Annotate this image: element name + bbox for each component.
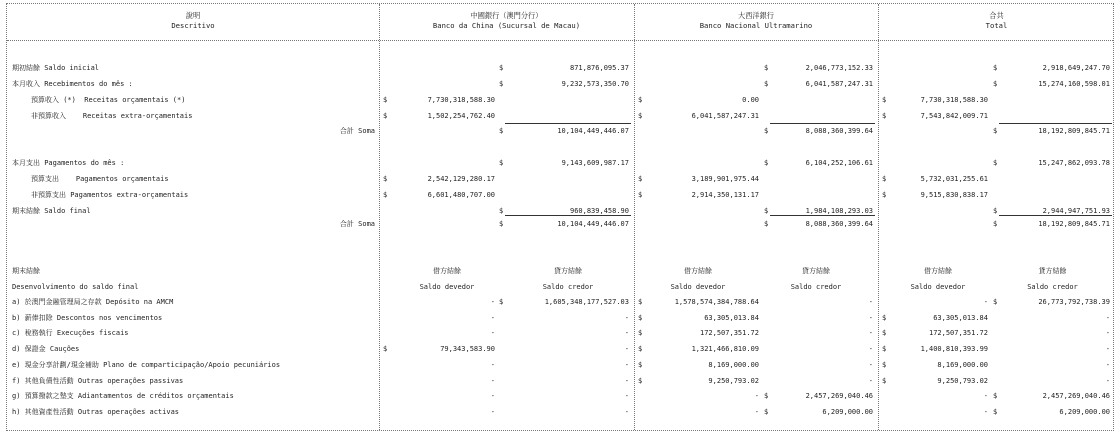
currency-sign: $ — [499, 127, 504, 135]
section-title-pt: Desenvolvimento do saldo final — [12, 283, 139, 291]
table-row-label: e) 現金分享計劃/現金補助 Plano de comparticipação/Apoio pecuniários — [12, 360, 281, 369]
credor-header-zh: 貸方結餘 — [802, 267, 830, 275]
bnu-amount: 8,088,360,399.64 — [805, 127, 873, 135]
table-row-value: - — [490, 329, 495, 338]
row-label: 非預算支出 Pagamentos extra-orçamentais — [31, 191, 189, 199]
header-total-pt: Total — [985, 21, 1008, 30]
table-row-value: - — [868, 298, 873, 306]
table-row-value: - — [490, 360, 495, 369]
row-label: 期末結餘 Saldo final — [12, 207, 91, 215]
currency-sign: $ — [638, 345, 643, 354]
sum-rule — [770, 123, 875, 124]
table-row-value: - — [983, 392, 988, 401]
credor-header-pt: Saldo credor — [1027, 283, 1078, 291]
currency-sign: $ — [764, 80, 769, 88]
bc-amount: 9,232,573,350.70 — [561, 80, 629, 88]
section-title-zh: 期末結餘 — [12, 267, 40, 275]
bnu-amount: 0.00 — [742, 96, 759, 104]
currency-sign: $ — [638, 96, 643, 104]
currency-sign: $ — [764, 127, 769, 135]
currency-sign: $ — [638, 313, 643, 322]
currency-sign: $ — [882, 345, 887, 354]
table-row-label: d) 保證金 Cauções — [12, 345, 80, 354]
table-row-value: - — [490, 298, 495, 306]
currency-sign: $ — [882, 376, 887, 385]
currency-sign: $ — [499, 80, 504, 88]
row-label: 非預算收入 Receitas extra-orçamentais — [31, 112, 193, 120]
table-row-value: 2,457,269,040.46 — [1042, 392, 1110, 401]
header-total-zh: 合共 — [989, 11, 1004, 20]
currency-sign: $ — [882, 329, 887, 338]
table-row-label: h) 其他資產性活動 Outras operações activas — [12, 407, 180, 416]
currency-sign: $ — [764, 207, 769, 215]
sum-rule — [999, 215, 1112, 216]
table-row-value: - — [624, 345, 629, 354]
tot-amount: 15,247,862,093.78 — [1038, 159, 1110, 167]
header-banco-china-zh: 中國銀行（澳門分行） — [470, 11, 543, 20]
row-label: 預算收入 (*) Receitas orçamentais (*) — [31, 96, 186, 104]
table-row-label: g) 預算撥款之墊支 Adiantamentos de créditos orçamentais — [12, 392, 234, 401]
table-row-value: 79,343,583.90 — [440, 345, 495, 354]
currency-sign: $ — [764, 220, 769, 228]
column-divider — [878, 4, 879, 430]
table-row-value: - — [624, 313, 629, 322]
tot-amount: 18,192,809,845.71 — [1038, 127, 1110, 135]
currency-sign: $ — [383, 345, 388, 354]
currency-sign: $ — [764, 392, 769, 401]
credor-header-zh: 貸方結餘 — [1038, 267, 1067, 275]
table-row-value: 9,250,793.02 — [937, 376, 988, 385]
bc-amount: 1,502,254,762.40 — [427, 112, 495, 120]
table-row-value: - — [1105, 345, 1110, 354]
bnu-amount: 6,041,587,247.31 — [805, 80, 873, 88]
currency-sign: $ — [383, 191, 388, 199]
bc-amount: 7,730,318,588.30 — [427, 96, 495, 104]
currency-sign: $ — [638, 191, 643, 199]
currency-sign: $ — [638, 112, 643, 120]
table-row-value: - — [1105, 376, 1110, 385]
header-descritivo — [7, 11, 379, 31]
table-row-value: 63,305,013.84 — [933, 313, 988, 322]
report-sheet — [6, 3, 1114, 431]
devedor-header-pt: Saldo devedor — [670, 283, 726, 291]
bc-amount: 960,839,458.90 — [569, 207, 629, 215]
table-row-value: 8,169,000.00 — [937, 360, 988, 369]
row-label: 本月收入 Recebimentos do mês : — [12, 80, 133, 88]
table-row-value: 9,250,793.02 — [708, 376, 759, 385]
currency-sign: $ — [882, 313, 887, 322]
sum-rule — [505, 123, 631, 124]
tot-amount: 7,730,318,588.30 — [920, 96, 988, 104]
header-bnu-zh: 大西洋銀行 — [738, 11, 774, 20]
table-row-value: - — [1105, 329, 1110, 338]
currency-sign: $ — [638, 298, 643, 306]
currency-sign: $ — [638, 360, 643, 369]
tot-amount: 2,918,649,247.70 — [1042, 64, 1110, 72]
currency-sign: $ — [993, 220, 998, 228]
table-row-value: - — [983, 298, 988, 306]
table-row-label: f) 其他負債性活動 Outras operações passivas — [12, 376, 184, 385]
sum-rule — [505, 215, 631, 216]
bnu-amount: 1,984,108,293.03 — [805, 207, 873, 215]
row-label: 本月支出 Pagamentos do mês : — [12, 159, 125, 167]
table-row-label: b) 薪俸扣除 Descontos nos vencimentos — [12, 313, 163, 322]
tot-amount: 18,192,809,845.71 — [1038, 220, 1110, 228]
sum-rule — [770, 215, 875, 216]
currency-sign: $ — [383, 112, 388, 120]
tot-amount: 2,944,947,751.93 — [1042, 207, 1110, 215]
devedor-header-zh: 借方結餘 — [684, 267, 712, 275]
tot-amount: 15,274,160,598.01 — [1038, 80, 1110, 88]
table-row-value: 6,209,000.00 — [1059, 407, 1110, 416]
table-row-value: 172,507,351.72 — [699, 329, 759, 338]
table-row-value: 172,507,351.72 — [928, 329, 988, 338]
header-banco-china-pt: Banco da China (Sucursal de Macau) — [432, 21, 581, 30]
soma-label: 合計 Soma — [339, 127, 375, 135]
tot-amount: 9,515,830,838.17 — [920, 191, 988, 199]
currency-sign: $ — [882, 112, 887, 120]
table-row-value: 26,773,792,738.39 — [1038, 298, 1110, 306]
currency-sign: $ — [638, 329, 643, 338]
currency-sign: $ — [764, 407, 769, 416]
table-row-value: - — [754, 392, 759, 401]
column-divider — [379, 4, 380, 430]
currency-sign: $ — [993, 392, 998, 401]
currency-sign: $ — [383, 96, 388, 104]
table-row-value: - — [983, 407, 988, 416]
devedor-header-zh: 借方結餘 — [433, 267, 461, 275]
table-row-value: - — [624, 360, 629, 369]
table-row-value: - — [490, 407, 495, 416]
bnu-amount: 3,189,901,975.44 — [691, 175, 759, 183]
tot-amount: 7,543,842,009.71 — [920, 112, 988, 120]
currency-sign: $ — [993, 407, 998, 416]
currency-sign: $ — [993, 298, 998, 306]
tot-amount: 5,732,031,255.61 — [920, 175, 988, 183]
currency-sign: $ — [993, 159, 998, 167]
devedor-header-zh: 借方結餘 — [924, 267, 952, 275]
table-row-value: 1,605,348,177,527.03 — [544, 298, 629, 306]
bc-amount: 10,104,449,446.07 — [557, 220, 629, 228]
table-row-value: 63,305,013.84 — [704, 313, 759, 322]
table-row-value: - — [868, 345, 873, 354]
currency-sign: $ — [993, 207, 998, 215]
credor-header-pt: Saldo credor — [790, 283, 842, 291]
currency-sign: $ — [499, 64, 504, 72]
currency-sign: $ — [499, 207, 504, 215]
currency-sign: $ — [882, 360, 887, 369]
header-bnu-pt: Banco Nacional Ultramarino — [699, 21, 813, 30]
table-row-value: - — [490, 376, 495, 385]
table-row-value: - — [490, 392, 495, 401]
devedor-header-pt: Saldo devedor — [910, 283, 966, 291]
currency-sign: $ — [499, 159, 504, 167]
table-row-value: 1,400,810,393.99 — [920, 345, 988, 354]
currency-sign: $ — [499, 298, 504, 306]
table-row-value: - — [490, 313, 495, 322]
table-row-value: - — [624, 376, 629, 385]
table-row-value: 1,321,466,810.09 — [691, 345, 759, 354]
table-row-value: - — [868, 376, 873, 385]
bc-amount: 9,143,609,987.17 — [561, 159, 629, 167]
table-row-value: - — [624, 407, 629, 416]
bnu-amount: 8,088,360,399.64 — [805, 220, 873, 228]
table-row-value: - — [868, 329, 873, 338]
currency-sign: $ — [882, 96, 887, 104]
bc-amount: 6,601,480,707.00 — [427, 191, 495, 199]
currency-sign: $ — [764, 64, 769, 72]
currency-sign: $ — [638, 376, 643, 385]
table-row-value: 8,169,000.00 — [708, 360, 759, 369]
table-row-value: - — [868, 360, 873, 369]
header-descritivo-zh: 說明 — [185, 11, 201, 20]
currency-sign: $ — [882, 191, 887, 199]
currency-sign: $ — [993, 80, 998, 88]
row-label: 期初結餘 Saldo inicial — [12, 64, 100, 72]
currency-sign: $ — [383, 175, 388, 183]
sum-rule — [999, 123, 1112, 124]
table-row-value: - — [754, 407, 759, 416]
header-bnu — [634, 11, 878, 31]
header-total — [878, 11, 1115, 31]
table-row-value: 1,578,574,384,788.64 — [674, 298, 759, 306]
bnu-amount: 6,104,252,106.61 — [805, 159, 873, 167]
table-row-value: - — [1105, 360, 1110, 369]
table-header — [7, 4, 1113, 41]
table-row-value: - — [624, 329, 629, 338]
table-row-value: 2,457,269,040.46 — [805, 392, 873, 401]
bnu-amount: 6,041,587,247.31 — [691, 112, 759, 120]
row-label: 預算支出 Pagamentos orçamentais — [31, 175, 169, 183]
header-descritivo-pt: Descritivo — [171, 21, 215, 30]
table-row-label: a) 於澳門金融管理局之存款 Depósito na AMCM — [12, 298, 174, 306]
currency-sign: $ — [638, 175, 643, 183]
currency-sign: $ — [993, 64, 998, 72]
bc-amount: 871,876,095.37 — [569, 64, 629, 72]
table-row-value: - — [1105, 313, 1110, 322]
devedor-header-pt: Saldo devedor — [419, 283, 475, 291]
currency-sign: $ — [499, 220, 504, 228]
bc-amount: 10,104,449,446.07 — [557, 127, 629, 135]
credor-header-pt: Saldo credor — [542, 283, 594, 291]
bnu-amount: 2,914,350,131.17 — [691, 191, 759, 199]
bc-amount: 2,542,129,280.17 — [427, 175, 495, 183]
header-banco-china — [379, 11, 634, 31]
table-row-value: - — [624, 392, 629, 401]
bnu-amount: 2,046,773,152.33 — [805, 64, 873, 72]
currency-sign: $ — [882, 175, 887, 183]
column-divider — [634, 4, 635, 430]
table-row-value: - — [868, 313, 873, 322]
credor-header-zh: 貸方結餘 — [554, 267, 582, 275]
currency-sign: $ — [993, 127, 998, 135]
currency-sign: $ — [764, 159, 769, 167]
table-row-label: c) 稅務執行 Execuções fiscais — [12, 329, 129, 338]
table-row-value: 6,209,000.00 — [822, 407, 873, 416]
soma-label: 合計 Soma — [339, 220, 375, 228]
